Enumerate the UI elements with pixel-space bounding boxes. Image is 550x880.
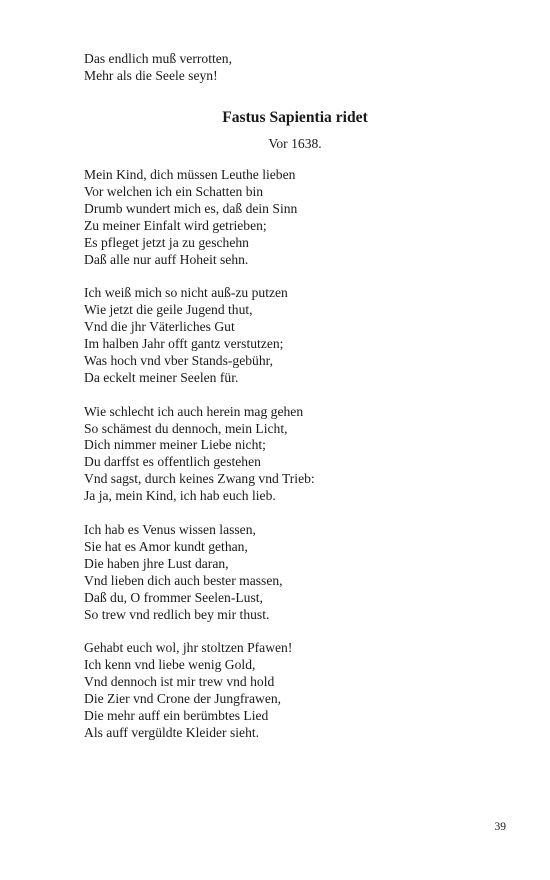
- poem-body: [84, 167, 484, 742]
- verse-line: Ich weiß mich so nicht auß-zu putzen: [84, 285, 288, 301]
- poem-date: Vor 1638.: [268, 136, 322, 151]
- poem-title: Fastus Sapientia ridet: [222, 109, 368, 126]
- verse-line: Vnd sagst, durch keines Zwang vnd Trieb:: [84, 471, 315, 487]
- verse-line: Es pfleget jetzt ja zu geschehn: [84, 234, 249, 250]
- verse-line: Im halben Jahr offt gantz verstutzen;: [84, 336, 284, 352]
- verse-line: Daß du, O frommer Seelen-Lust,: [84, 589, 263, 605]
- verse-line: Vor welchen ich ein Schatten bin: [84, 183, 264, 199]
- verse-line: Wie schlecht ich auch herein mag gehen: [84, 403, 304, 419]
- stanza: [84, 285, 484, 386]
- preceding-poem-ending: [84, 51, 484, 85]
- verse-line: Die mehr auff ein berümbtes Lied: [84, 707, 269, 723]
- stanza: [84, 522, 484, 623]
- stanza: [84, 167, 484, 268]
- verse-line: Das endlich muß verrotten,: [84, 51, 232, 66]
- verse-line: So trew vnd redlich bey mir thust.: [84, 606, 270, 622]
- verse-line: Sie hat es Amor kundt gethan,: [84, 538, 248, 554]
- verse-line: Ja ja, mein Kind, ich hab euch lieb.: [84, 488, 276, 504]
- verse-line: Daß alle nur auff Hoheit sehn.: [84, 251, 249, 267]
- verse-line: Als auff vergüldte Kleider sieht.: [84, 724, 260, 740]
- verse-line: Was hoch vnd vber Stands-gebühr,: [84, 352, 274, 368]
- stanza: [84, 404, 484, 505]
- verse-line: Mein Kind, dich müssen Leuthe lieben: [84, 167, 296, 182]
- verse-line: Gehabt euch wol, jhr stoltzen Pfawen!: [84, 640, 293, 656]
- verse-line: Vnd lieben dich auch bester massen,: [84, 572, 283, 588]
- verse-line: Drumb wundert mich es, daß dein Sinn: [84, 200, 298, 216]
- verse-line: Dich nimmer meiner Liebe nicht;: [84, 437, 266, 453]
- verse-line: Die haben jhre Lust daran,: [84, 555, 229, 571]
- verse-line: Wie jetzt die geile Jugend thut,: [84, 302, 253, 318]
- verse-line: So schämest du dennoch, mein Licht,: [84, 420, 288, 436]
- verse-line: Ich kenn vnd liebe wenig Gold,: [84, 657, 256, 673]
- verse-line: Ich hab es Venus wissen lassen,: [84, 521, 256, 537]
- verse-line: Mehr als die Seele seyn!: [84, 67, 218, 83]
- verse-line: Vnd die jhr Väterliches Gut: [84, 319, 235, 335]
- verse-line: Zu meiner Einfalt wird getrieben;: [84, 217, 267, 233]
- page-number: 39: [494, 821, 506, 833]
- stanza: [84, 640, 484, 741]
- verse-line: Die Zier vnd Crone der Jungfrawen,: [84, 691, 282, 707]
- verse-line: Vnd dennoch ist mir trew vnd hold: [84, 674, 275, 690]
- verse-line: Du darffst es offentlich gestehen: [84, 454, 261, 470]
- verse-line: Da eckelt meiner Seelen für.: [84, 369, 239, 385]
